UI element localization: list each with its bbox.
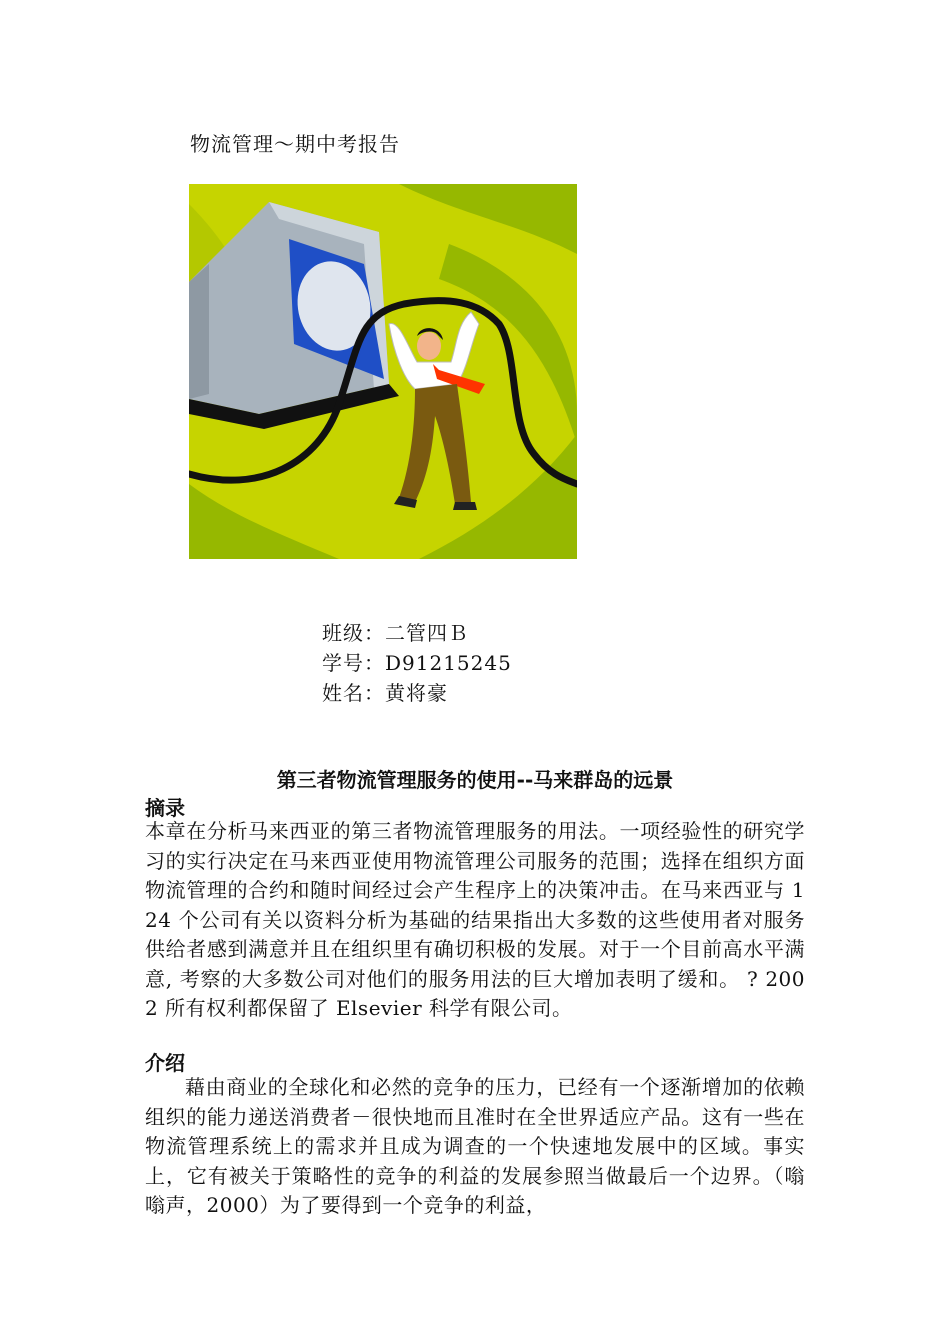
introduction-heading: 介绍: [145, 1051, 185, 1075]
student-name-line: 姓名：黄将豪: [322, 681, 448, 705]
abstract-heading: 摘录: [145, 796, 185, 820]
student-id-line: 学号：D91215245: [322, 651, 512, 675]
paper-title: 第三者物流管理服务的使用--马来群岛的远景: [276, 768, 674, 792]
cover-clipart-image: [189, 184, 577, 559]
introduction-paragraph: 藉由商业的全球化和必然的竞争的压力，已经有一个逐渐增加的依赖组织的能力递送消费者－很快地而且准时在全世界适应产品。这有一些在物流管理系统上的需求并且成为调查的一个快速地发展中的区域。事实上，它有被关于策略性的竞争的利益的发展参照当做最后一个边界。（嗡嗡声，2000）为了要得到一个竞争的利益，: [145, 1075, 805, 1217]
document-header: 物流管理～期中考报告: [190, 132, 400, 156]
class-line: 班级：二管四Ｂ: [322, 621, 469, 645]
abstract-paragraph: 本章在分析马来西亚的第三者物流管理服务的用法。一项经验性的研究学习的实行决定在马来西亚使用物流管理公司服务的范围；选择在组织方面物流管理的合约和随时间经过会产生程序上的决策冲击。在马来西亚与 124 个公司有关以资料分析为基础的结果指出大多数的这些使用者对服务供给者感到满意并且在组织里有确切积极的发展。对于一个目前高水平满意, 考察的大多数公司对他们的服务用法的巨大增加表明了缓和。 ? 2002 所有权利都保留了 Elsevier 科学有限公司。: [145, 819, 805, 1020]
student-info: [322, 618, 512, 708]
